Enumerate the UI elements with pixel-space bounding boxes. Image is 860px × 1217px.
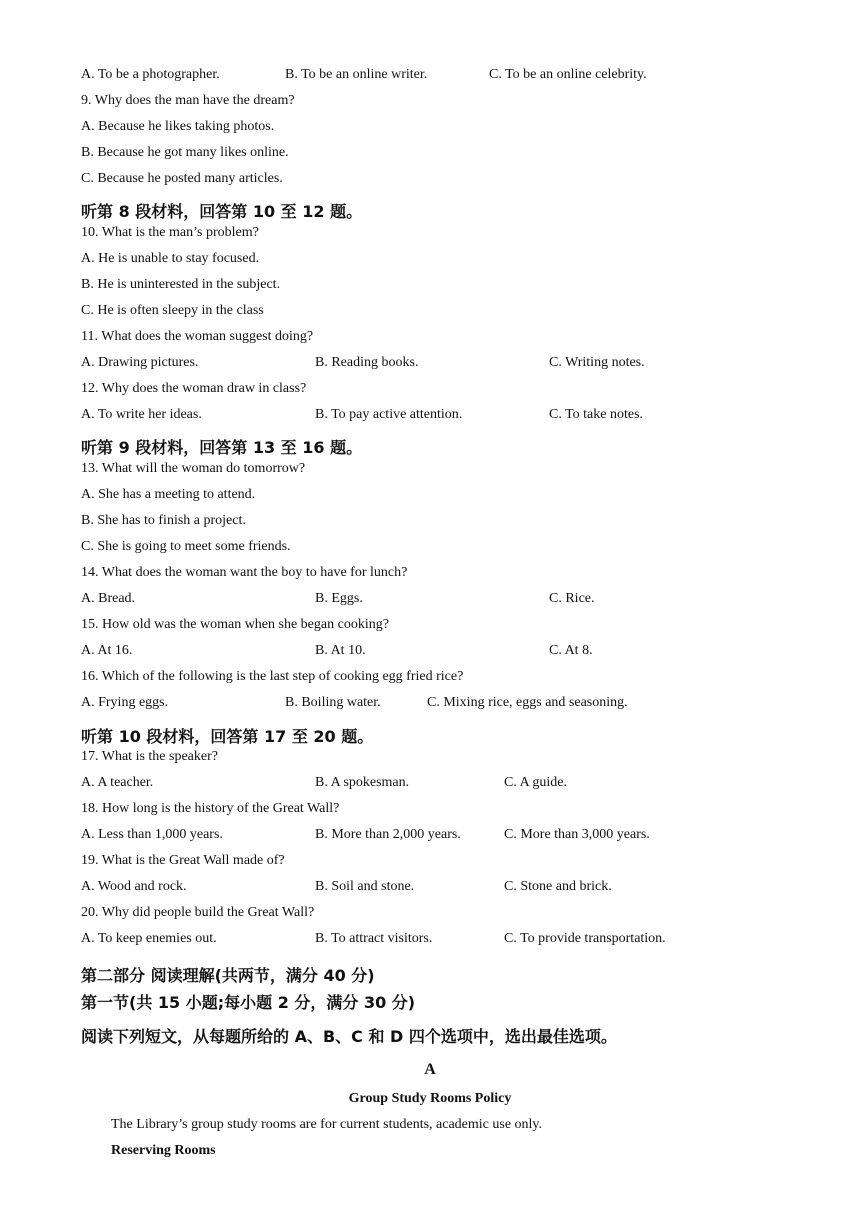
section10-heading: 听第 10 段材料，回答第 17 至 20 题。 [81,727,374,746]
q10-option-a: A. He is unable to stay focused. [81,251,260,266]
q15-option-c: C. At 8. [549,643,593,658]
q17-option-c: C. A guide. [504,775,568,790]
q9-option-c: C. Because he posted many articles. [81,171,283,186]
q10-question: 10. What is the man’s problem? [81,225,259,240]
q19-option-b: B. Soil and stone. [315,879,415,894]
q17-option-b: B. A spokesman. [315,775,410,790]
part2-instruction: 阅读下列短文，从每题所给的 A、B、C 和 D 四个选项中，选出最佳选项。 [81,1027,617,1046]
q8-option-b: B. To be an online writer. [285,67,428,82]
q15-question: 15. How old was the woman when she began cooking? [81,617,389,632]
part2-heading: 第二部分 阅读理解(共两节，满分 40 分) [81,966,375,985]
q8-option-c: C. To be an online celebrity. [489,67,647,82]
q9-question: 9. Why does the man have the dream? [81,93,295,108]
q17-option-a: A. A teacher. [81,775,154,790]
q10-option-b: B. He is uninterested in the subject. [81,277,281,292]
q12-option-a: A. To write her ideas. [81,407,202,422]
section8-heading: 听第 8 段材料，回答第 10 至 12 题。 [81,202,363,221]
q18-option-a: A. Less than 1,000 years. [81,827,223,842]
q8-option-a: A. To be a photographer. [81,67,220,82]
q9-option-a: A. Because he likes taking photos. [81,119,275,134]
q16-option-a: A. Frying eggs. [81,695,169,710]
part2-subheading: 第一节(共 15 小题;每小题 2 分，满分 30 分) [81,993,416,1012]
q18-option-c: C. More than 3,000 years. [504,827,650,842]
q11-option-c: C. Writing notes. [549,355,645,370]
q12-option-b: B. To pay active attention. [315,407,463,422]
q16-option-c: C. Mixing rice, eggs and seasoning. [427,695,628,710]
q9-option-b: B. Because he got many likes online. [81,145,289,160]
q20-question: 20. Why did people build the Great Wall? [81,905,315,920]
q20-option-a: A. To keep enemies out. [81,931,217,946]
q14-option-a: A. Bread. [81,591,136,606]
q19-option-a: A. Wood and rock. [81,879,187,894]
q12-question: 12. Why does the woman draw in class? [81,381,307,396]
q12-option-c: C. To take notes. [549,407,644,422]
q17-question: 17. What is the speaker? [81,749,218,764]
q16-question: 16. Which of the following is the last step of cooking egg fried rice? [81,669,464,684]
q16-option-b: B. Boiling water. [285,695,381,710]
q13-option-b: B. She has to finish a project. [81,513,246,528]
q10-option-c: C. He is often sleepy in the class [81,303,264,318]
q11-option-a: A. Drawing pictures. [81,355,199,370]
q14-question: 14. What does the woman want the boy to have for lunch? [81,565,408,580]
q14-option-c: C. Rice. [549,591,595,606]
q18-option-b: B. More than 2,000 years. [315,827,461,842]
q18-question: 18. How long is the history of the Great Wall? [81,801,340,816]
q11-option-b: B. Reading books. [315,355,419,370]
q20-option-c: C. To provide transportation. [504,931,666,946]
passage-subtitle: Reserving Rooms [111,1143,216,1158]
q15-option-b: B. At 10. [315,643,366,658]
passage-letter: A [424,1061,436,1078]
q14-option-b: B. Eggs. [315,591,363,606]
q13-question: 13. What will the woman do tomorrow? [81,461,306,476]
q13-option-a: A. She has a meeting to attend. [81,487,256,502]
passage-title: Group Study Rooms Policy [348,1091,512,1106]
q11-question: 11. What does the woman suggest doing? [81,329,314,344]
q20-option-b: B. To attract visitors. [315,931,433,946]
q15-option-a: A. At 16. [81,643,133,658]
section9-heading: 听第 9 段材料，回答第 13 至 16 题。 [81,438,363,457]
q13-option-c: C. She is going to meet some friends. [81,539,291,554]
q19-option-c: C. Stone and brick. [504,879,612,894]
q19-question: 19. What is the Great Wall made of? [81,853,285,868]
passage-intro: The Library’s group study rooms are for current students, academic use only. [111,1117,543,1132]
